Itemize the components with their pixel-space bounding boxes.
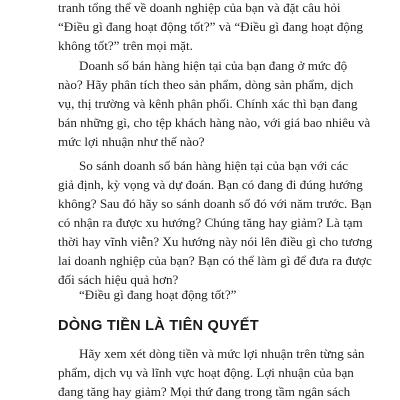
body-line: đang tăng hay giảm? Mọi thứ đang trong tầm ngân sách — [58, 384, 351, 399]
body-line: Hãy xem xét dòng tiền và mức lợi nhuận trên từng sản — [79, 346, 365, 361]
body-line: giả định, kỳ vọng và dự đoán. Bạn có đang đi đúng hướng — [58, 177, 363, 192]
body-line: nào? Hãy phân tích theo sản phẩm, dòng sản phẩm, dịch — [58, 77, 354, 92]
body-line: bán những gì, cho tệp khách hàng nào, với giá bao nhiêu và — [58, 115, 371, 130]
body-line: Doanh số bán hàng hiện tại của bạn đang ở mức độ — [79, 58, 348, 73]
body-line: thời hay vĩnh viễn? Xu hướng này nói lên điều gì cho tương — [58, 234, 373, 249]
section-heading: DÒNG TIỀN LÀ TIÊN QUYẾT — [58, 318, 259, 334]
body-line: mức lợi nhuận như thế nào? — [58, 134, 205, 149]
body-line: lai doanh nghiệp của bạn? Bạn có thể làm gì để đưa ra được — [58, 253, 372, 268]
body-line: phẩm, dịch vụ và lĩnh vực hoạt động. Lợi nhuận của bạn — [58, 365, 354, 380]
body-line: đối sách hiệu quả hơn? — [58, 272, 179, 287]
body-line: So sánh doanh số bán hàng hiện tại của bạn với các — [79, 158, 349, 173]
body-line: tranh tổng thể về doanh nghiệp của bạn và đặt câu hỏi — [58, 0, 341, 15]
body-line: có nhận ra được xu hướng? Chúng tăng hay giảm? Là tạm — [58, 215, 363, 230]
body-line: “Điều gì đang hoạt động tốt?” và “Điều gì đang hoạt động — [58, 19, 364, 34]
body-line: “Điều gì đang hoạt động tốt?” — [79, 287, 237, 302]
body-line: không? Sau đó hãy so sánh doanh số đó với năm trước. Bạn — [58, 196, 372, 211]
body-line: vụ, thị trường và kênh phân phối. Chính xác thì bạn đang — [58, 96, 358, 111]
body-line: không tốt?” trên mọi mặt. — [58, 38, 193, 53]
